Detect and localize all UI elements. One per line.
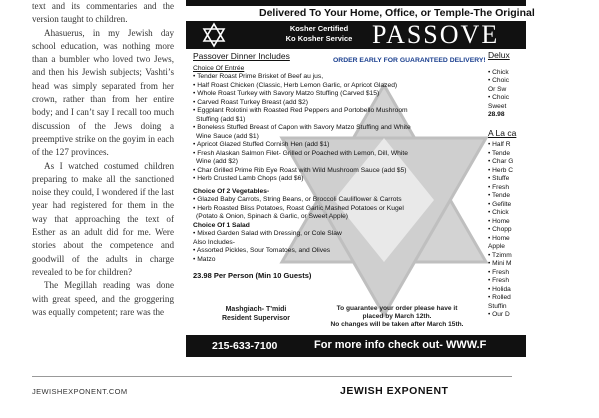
menu-item: (Potato & Onion, Spinach & Garlic, or Sweet Apple) bbox=[196, 213, 349, 220]
menu-title: Passover Dinner Includes bbox=[193, 51, 290, 61]
more-info-link: For more info check out- WWW.F bbox=[314, 339, 487, 351]
guarantee-line-2: placed by March 12th. bbox=[362, 313, 432, 321]
article-paragraph-1: Ahasuerus, in my Jewish day school education, was nothing more than a bumbler who loved two Jews, and then his Jewish subjects; Vashti’s head was simply separated from her crown, rather than from her entire body; and I can’t say I recall too much discussion of the Jews doing a preemptive strike on the goyim in each of the 127 provinces. bbox=[32, 27, 174, 158]
salad-list bbox=[193, 230, 493, 264]
article-lines-top: text and its commentaries and the version taught to children. bbox=[32, 1, 174, 25]
menu-item: • Assorted Pickles, Sour Tomatoes, and Olives bbox=[193, 247, 331, 254]
deluxe-price: 28.98 bbox=[488, 111, 505, 118]
guarantee-line-1: To guarantee your order please have it bbox=[336, 305, 458, 312]
deluxe-item: • Choic bbox=[488, 94, 509, 101]
a-la-carte-item: • Half R bbox=[488, 141, 511, 148]
a-la-carte-item: • Mini M bbox=[488, 260, 512, 267]
menu-item: • Herb Roasted Bliss Potatoes, Roast Garlic Mashed Potatoes or Kugel bbox=[193, 204, 404, 212]
menu-item: • Glazed Baby Carrots, String Beans, or Broccoli Cauliflower & Carrots bbox=[193, 196, 402, 203]
deluxe-item: • Choic bbox=[488, 77, 509, 84]
supervisor-line-2: Resident Supervisor bbox=[221, 314, 291, 322]
star-of-david-icon bbox=[202, 23, 226, 47]
a-la-carte-item: • Tende bbox=[488, 192, 510, 199]
a-la-carte-item: • Holida bbox=[488, 285, 511, 293]
a-la-carte-item: • Herb C bbox=[488, 166, 514, 174]
article-column bbox=[32, 0, 174, 319]
vegetable-list bbox=[193, 196, 493, 222]
menu-item: • Char Grilled Prime Rib Eye Roast with Wild Mushroom Sauce (add $5) bbox=[193, 166, 407, 174]
deluxe-item: Or Sw bbox=[488, 85, 507, 93]
publication-name: JEWISH EXPONENT bbox=[340, 385, 449, 397]
a-la-carte-title: A La ca bbox=[488, 127, 517, 138]
order-guarantee-note bbox=[314, 305, 480, 330]
a-la-carte-item: • Tende bbox=[488, 149, 510, 157]
menu-item: • Whole Roast Turkey with Savory Matzo Stuffing (Carved $15) bbox=[193, 90, 380, 97]
a-la-carte-item: • Home bbox=[488, 217, 510, 225]
menu-item: • Carved Roast Turkey Breast (add $2) bbox=[193, 98, 308, 106]
order-early-note: ORDER EARLY FOR GUARANTEED DELIVERY! bbox=[333, 57, 486, 64]
menu-item: • Tender Roast Prime Brisket of Beef au jus, bbox=[193, 73, 324, 80]
menu-item: • Apricot Glazed Stuffed Cornish Hen (add $1) bbox=[193, 141, 330, 148]
a-la-carte-item: • Fresh bbox=[488, 277, 509, 284]
supervisor-line-1: Mashgiach- T'midi bbox=[225, 306, 287, 313]
menu-item: • Mixed Garden Salad with Dressing, or Cole Slaw bbox=[193, 230, 342, 237]
a-la-carte-item: • Chopp bbox=[488, 226, 512, 233]
a-la-carte-item: • Home bbox=[488, 234, 510, 242]
menu-item: • Herb Crusted Lamb Chops (add $6) bbox=[193, 175, 304, 182]
menu-item: • Fresh Alaskan Salmon Filet- Grilled or Poached with Lemon, Dill, White bbox=[193, 149, 408, 157]
a-la-carte-item: • Tzimm bbox=[488, 251, 512, 259]
a-la-carte-item: Apple bbox=[488, 243, 505, 250]
menu-item: • Boneless Stuffed Breast of Capon with Savory Matzo Stuffing and White bbox=[193, 124, 411, 131]
a-la-carte-item: • Char G bbox=[488, 158, 514, 165]
menu-item: • Matzo bbox=[193, 255, 216, 263]
deluxe-title: Delux bbox=[488, 50, 510, 60]
deluxe-menu-column bbox=[488, 51, 548, 320]
price-per-person: 23.98 Per Person (Min 10 Guests) bbox=[193, 271, 312, 280]
vegetable-heading: Choice Of 2 Vegetables- bbox=[193, 187, 270, 195]
guarantee-line-3: No changes will be taken after March 15th. bbox=[330, 321, 464, 329]
menu-item: Stuffing (add $1) bbox=[196, 115, 246, 123]
article-paragraph-3: The Megillah reading was done with great speed, and the groggering was equally competent; rare was the bbox=[32, 280, 174, 317]
kosher-certification bbox=[274, 24, 364, 44]
passover-title: PASSOVE bbox=[372, 20, 500, 49]
article-paragraph-2: As I watched costumed children preparing to make all the sanctioned noise they could, I wondered if the last year had registered for them in the way that approaching the text of Esther as an adult did for me. Were stories about the competence and goodwill of the adults in charge revealed to be for children? bbox=[32, 160, 174, 277]
entree-heading: Choice Of Entrée bbox=[193, 64, 245, 72]
entree-list bbox=[193, 73, 493, 184]
kosher-line-2: Ko Kosher Service bbox=[285, 34, 353, 43]
menu-item: • Eggplant Rolotini with Roasted Red Peppers and Portobello Mushroom bbox=[193, 107, 408, 114]
a-la-carte-item: • Stuffe bbox=[488, 175, 510, 182]
page-footer bbox=[32, 376, 512, 397]
salad-heading: Choice Of 1 Salad bbox=[193, 221, 250, 229]
ad-footer-bar bbox=[186, 335, 526, 357]
menu-item: Wine (add $2) bbox=[196, 158, 239, 165]
a-la-carte-item: Stuffin bbox=[488, 302, 507, 310]
deluxe-item: • Chick bbox=[488, 68, 509, 76]
a-la-carte-item: • Our D bbox=[488, 311, 510, 318]
ad-header bbox=[186, 21, 526, 49]
a-la-carte-item: • Fresh bbox=[488, 183, 509, 191]
menu-item: • Half Roast Chicken (Classic, Herb Lemon Garlic, or Apricot Glazed) bbox=[193, 81, 398, 89]
a-la-carte-item: • Rolled bbox=[488, 294, 511, 301]
a-la-carte-item: • Gefilte bbox=[488, 200, 512, 208]
a-la-carte-item: • Chick bbox=[488, 209, 509, 216]
ad-delivery-banner: Delivered To Your Home, Office, or Temple-The Original bbox=[186, 6, 599, 20]
supervisor-note bbox=[208, 306, 304, 323]
deluxe-item: Sweet bbox=[488, 102, 507, 110]
a-la-carte-item: • Fresh bbox=[488, 268, 509, 276]
menu-item: Wine Sauce (add $1) bbox=[196, 132, 259, 140]
website-url: JEWISHEXPONENT.COM bbox=[32, 387, 128, 396]
dinner-menu bbox=[193, 51, 493, 281]
menu-item: Also Includes- bbox=[193, 238, 236, 246]
kosher-line-1: Kosher Certified bbox=[289, 24, 349, 33]
passover-ad bbox=[186, 0, 535, 362]
phone-number: 215-633-7100 bbox=[212, 340, 278, 352]
